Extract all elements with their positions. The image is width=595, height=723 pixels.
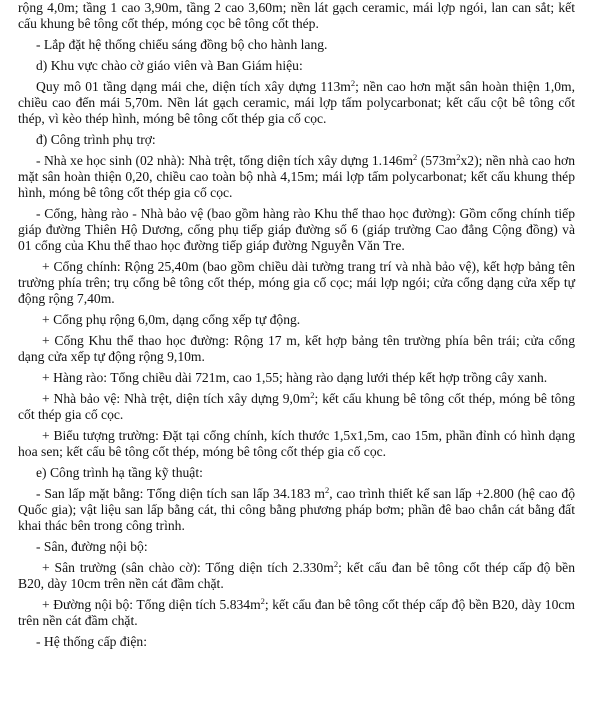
superscript: 2 (260, 596, 265, 606)
superscript: 2 (413, 152, 418, 162)
paragraph-15-text-a: - San lấp mặt bằng: Tổng diện tích san lấp 34.183 m (36, 486, 325, 501)
paragraph-7: - Cổng, hàng rào - Nhà bảo vệ (bao gồm hàng rào Khu thể thao học đường): Gồm cổng chính tiếp giáp đường Thiên Hộ Dương, cổng phụ tiếp giáp đường số 6 (giáp trường Cao đẳng Cộng đồng) và 01 cổng của Khu thể thao học đường tiếp giáp đường Nguyễn Văn Tre. (18, 206, 575, 253)
paragraph-4-text-a: Quy mô 01 tầng dạng mái che, diện tích xây dựng 113m (36, 79, 351, 94)
paragraph-12 (18, 391, 575, 423)
paragraph-18-text-b: ; kết cấu đan bê tông cốt thép cấp độ bền B20, dày 10cm trên nền cát đầm chặt. (18, 597, 575, 628)
paragraph-2: - Lắp đặt hệ thống chiếu sáng đồng bộ cho hành lang. (36, 37, 328, 52)
paragraph-5: đ) Công trình phụ trợ: (36, 132, 156, 147)
paragraph-8: + Cổng chính: Rộng 25,40m (bao gồm chiều dài tường trang trí và nhà bảo vệ), kết hợp bảng tên trường phía trên; trụ cổng bê tông cốt thép, móng gia cố cọc; mái lợp ngói; cửa cổng dạng cửa xếp tự động rộng 7,40m. (18, 259, 575, 306)
superscript: 2 (456, 152, 461, 162)
paragraph-19: - Hệ thống cấp điện: (36, 634, 147, 649)
paragraph-15 (18, 486, 575, 534)
paragraph-1: rộng 4,0m; tầng 1 cao 3,90m, tầng 2 cao 3,60m; nền lát gạch ceramic, mái lợp ngói, lan can sắt; kết cấu khung bê tông cốt thép, móng cọc bê tông cốt thép. (18, 0, 575, 31)
paragraph-4-text-b: ; nền cao hơn mặt sân hoàn thiện 1,0m, chiều cao đến mái 5,70m. Nền lát gạch ceramic, mái lợp tấm polycarbonat; kết cấu cột bê tông cốt thép, vì kèo thép hình, móng bê tông cốt thép gia cố cọc. (18, 79, 576, 126)
paragraph-17-text-a: + Sân trường (sân chào cờ): Tổng diện tích 2.330m (42, 560, 334, 575)
paragraph-12-text-a: + Nhà bảo vệ: Nhà trệt, diện tích xây dựng 9,0m (42, 391, 311, 406)
superscript: 2 (310, 390, 315, 400)
superscript: 2 (333, 559, 339, 569)
paragraph-10: + Cổng Khu thể thao học đường: Rộng 17 m, kết hợp bảng tên trường phía bên trái; cửa cổng dạng cửa xếp tự động rộng 9,10m. (18, 333, 575, 364)
paragraph-9: + Cổng phụ rộng 6,0m, dạng cổng xếp tự động. (42, 312, 301, 327)
paragraph-3: d) Khu vực chào cờ giáo viên và Ban Giám hiệu: (36, 58, 303, 73)
superscript: 2 (324, 485, 330, 495)
paragraph-11: + Hàng rào: Tổng chiều dài 721m, cao 1,55; hàng rào dạng lưới thép kết hợp trồng cây xanh. (42, 370, 548, 385)
paragraph-6-text-b: (573m (417, 153, 457, 168)
paragraph-18-text-a: + Đường nội bộ: Tổng diện tích 5.834m (42, 597, 261, 612)
paragraph-17-text-b: ; kết cấu đan bê tông cốt thép cấp độ bền B20, dày 10cm trên nền cát đầm chặt. (18, 560, 575, 591)
paragraph-15-text-b: , cao trình thiết kế san lấp +2.800 (hệ cao độ Quốc gia); vật liệu san lấp bằng cát, thi công bằng phương pháp bơm; phần đê bao chắn cát bằng đất khai thác bên trong công trình. (18, 486, 575, 533)
paragraph-13: + Biểu tượng trường: Đặt tại cổng chính, kích thước 1,5x1,5m, cao 15m, phần đỉnh có hình dạng hoa sen; kết cấu bê tông cốt thép, móng bê tông cốt thép gia cố cọc. (18, 428, 575, 459)
paragraph-6-text-a: - Nhà xe học sinh (02 nhà): Nhà trệt, tổng diện tích xây dựng 1.146m (36, 153, 414, 168)
superscript: 2 (350, 78, 356, 88)
paragraph-18 (18, 597, 575, 629)
paragraph-12-text-b: ; kết cấu khung bê tông cốt thép, móng bê tông cốt thép gia cố cọc. (18, 391, 575, 422)
paragraph-6-text-c: x2); nền nhà cao hơn mặt sân hoàn thiện 0,20, chiều cao toàn bộ nhà 4,15m; mái lợp tấm polycarbonat; kết cấu khung thép hình, móng bê tông cốt thép gia cố cọc. (18, 153, 575, 200)
paragraph-4 (18, 79, 575, 127)
paragraph-6 (18, 153, 575, 201)
paragraph-14: e) Công trình hạ tầng kỹ thuật: (36, 465, 203, 480)
paragraph-16: - Sân, đường nội bộ: (36, 539, 148, 554)
paragraph-17 (18, 560, 575, 592)
